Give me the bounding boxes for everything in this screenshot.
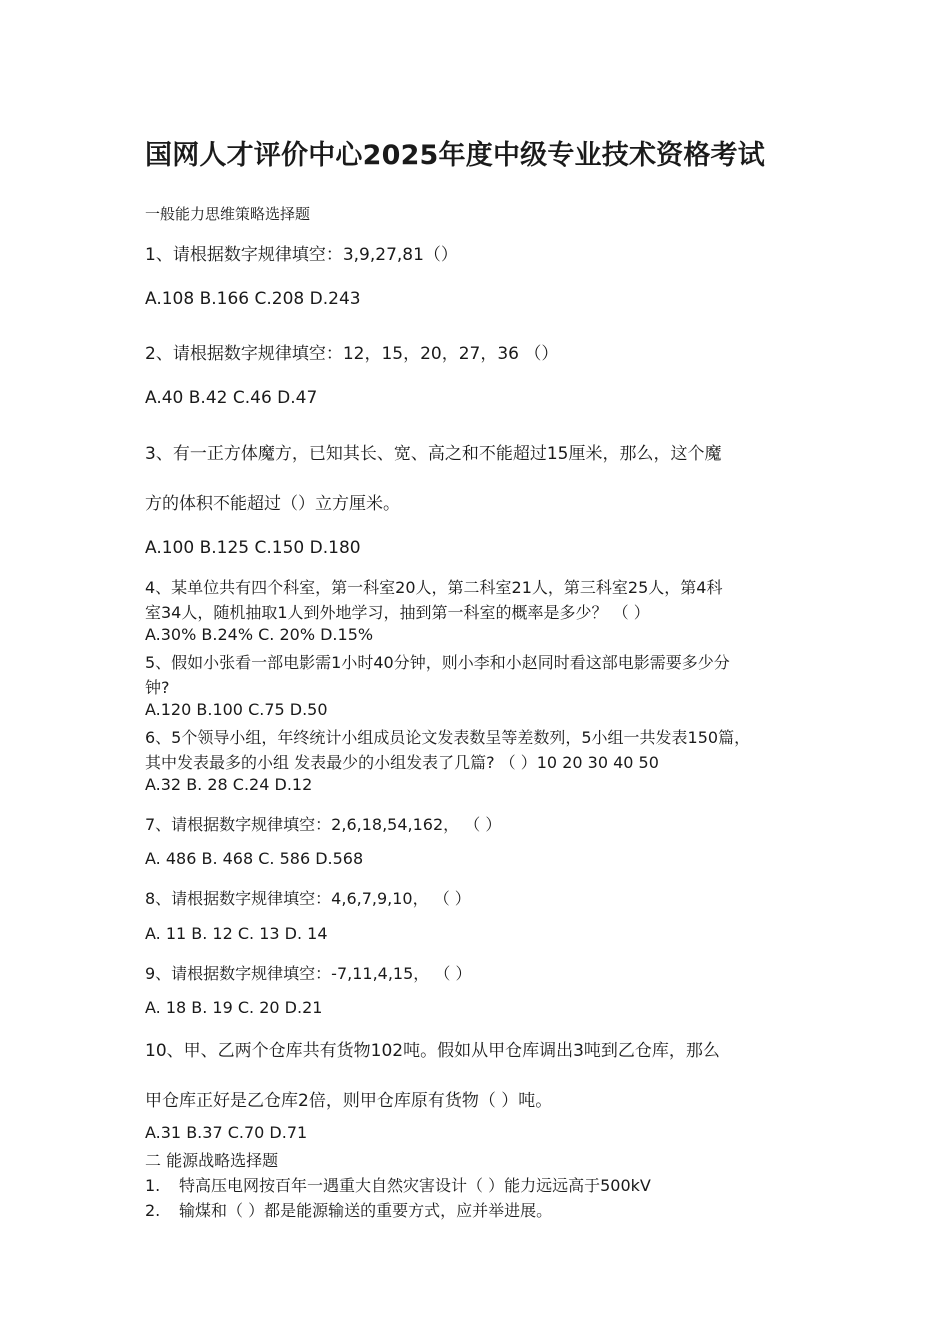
q5-stem-line2: 钟? bbox=[145, 678, 170, 697]
q4-options: A.30% B.24% C. 20% D.15% bbox=[145, 625, 374, 644]
q10-stem-line2: 甲仓库正好是乙仓库2倍，则甲仓库原有货物（ ）吨。 bbox=[145, 1091, 553, 1111]
q1-stem: 1、请根据数字规律填空：3,9,27,81（） bbox=[145, 245, 458, 265]
q6-stem-line1: 6、5个领导小组，年终统计小组成员论文发表数呈等差数列，5小组一共发表150篇， bbox=[145, 728, 751, 747]
q7-stem: 7、请根据数字规律填空：2,6,18,54,162， （ ） bbox=[145, 815, 502, 834]
q9-options: A. 18 B. 19 C. 20 D.21 bbox=[145, 998, 323, 1017]
list-item bbox=[145, 1173, 651, 1196]
list-item bbox=[145, 1198, 552, 1221]
q6-stem-line2: 其中发表最多的小组 发表最少的小组发表了几篇? （ ）10 20 30 40 50 bbox=[145, 753, 659, 772]
q6-options: A.32 B. 28 C.24 D.12 bbox=[145, 775, 313, 794]
section-heading-general: 一般能力思维策略选择题 bbox=[145, 205, 311, 223]
q7-options: A. 486 B. 468 C. 586 D.568 bbox=[145, 849, 364, 868]
section-heading-energy: 二 能源战略选择题 bbox=[145, 1151, 279, 1170]
q10-options: A.31 B.37 C.70 D.71 bbox=[145, 1123, 308, 1142]
q1-options: A.108 B.166 C.208 D.243 bbox=[145, 289, 361, 309]
list-item-text: 特高压电网按百年一遇重大自然灾害设计（ ）能力远远高于500kV bbox=[179, 1176, 651, 1195]
q5-options: A.120 B.100 C.75 D.50 bbox=[145, 700, 328, 719]
q2-stem: 2、请根据数字规律填空：12，15，20，27，36 （） bbox=[145, 344, 559, 364]
q9-stem: 9、请根据数字规律填空：-7,11,4,15， （ ） bbox=[145, 964, 472, 983]
list-item-number: 1. bbox=[145, 1176, 161, 1195]
q5-stem-line1: 5、假如小张看一部电影需1小时40分钟，则小李和小赵同时看这部电影需要多少分 bbox=[145, 653, 730, 672]
q8-options: A. 11 B. 12 C. 13 D. 14 bbox=[145, 924, 328, 943]
q2-options: A.40 B.42 C.46 D.47 bbox=[145, 388, 318, 408]
q4-stem-line1: 4、某单位共有四个科室，第一科室20人，第二科室21人，第三科室25人，第4科 bbox=[145, 578, 723, 597]
q10-stem-line1: 10、甲、乙两个仓库共有货物102吨。假如从甲仓库调出3吨到乙仓库，那么 bbox=[145, 1041, 720, 1061]
document-title: 国网人才评价中心2025年度中级专业技术资格考试 bbox=[145, 140, 765, 171]
q3-stem-line2: 方的体积不能超过（）立方厘米。 bbox=[145, 494, 400, 514]
q3-stem-line1: 3、有一正方体魔方，已知其长、宽、高之和不能超过15厘米，那么，这个魔 bbox=[145, 444, 722, 464]
list-item-text: 输煤和（ ）都是能源输送的重要方式，应并举进展。 bbox=[179, 1201, 553, 1220]
q4-stem-line2: 室34人，随机抽取1人到外地学习，抽到第一科室的概率是多少？ （ ） bbox=[145, 603, 650, 622]
q8-stem: 8、请根据数字规律填空：4,6,7,9,10， （ ） bbox=[145, 889, 471, 908]
q3-options: A.100 B.125 C.150 D.180 bbox=[145, 538, 361, 558]
list-item-number: 2. bbox=[145, 1201, 161, 1220]
